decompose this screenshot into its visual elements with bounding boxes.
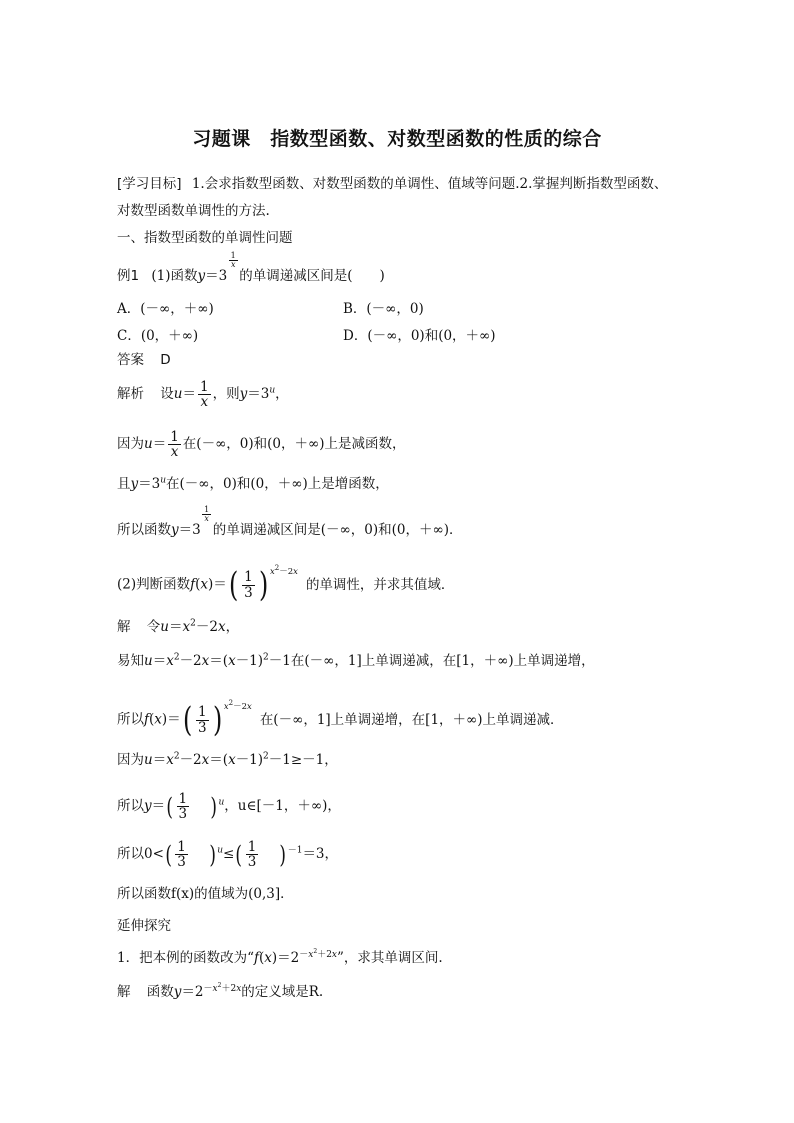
answer-line <box>117 352 171 368</box>
example1-part2-suffix: 的单调性，并求其值域． <box>305 576 455 593</box>
answer-value: D <box>160 352 171 368</box>
solution-l2-a: 易知 <box>117 653 144 669</box>
example1-part1-prefix: (1)函数 <box>151 268 198 284</box>
example1-label: 例1 <box>117 268 140 284</box>
analysis-line4: 所以函数y＝3 $\frac{1}{x}$ 的单调递减区间是(－∞，0)和(0，＋∞)． <box>117 505 463 538</box>
solution-line5: 所以y＝( $\frac{1}{3}$ )$^u$，u∈[－1，＋∞)， <box>117 791 341 823</box>
extension-question1: 1．把本例的函数改为“$f(x)=2^{-x^2+2x}$”，求其单调区间. <box>117 947 443 966</box>
objectives-label: [学习目标] <box>117 176 182 192</box>
extension-q1-prefix: 1．把本例的函数改为“ <box>117 950 254 966</box>
analysis-l2-b: 在(－∞，0)和(0，＋∞)上是减函数， <box>182 436 406 453</box>
solution-line1: 解 令$u=x^2-2x$， <box>117 618 240 635</box>
solution-l3-a: 所以 <box>117 711 144 728</box>
analysis-label: 解析 <box>117 386 144 403</box>
solution-l7: 所以函数f(x)的值域为(0,3]． <box>117 886 294 902</box>
analysis-l2-a: 因为 <box>117 436 144 453</box>
solution-line3: 所以f(x)＝( $\frac{1}{3}$ ) $x^2-2x$ 在(－∞，1]上单调递增，在[1，＋∞)上单调递减． <box>117 698 564 740</box>
solution-line7 <box>117 886 294 902</box>
analysis-line3: 且$y=3^u$在(－∞，0)和(0，＋∞)上是增函数， <box>117 475 389 492</box>
section-heading-1: 一、指数型函数的单调性问题 <box>117 230 293 246</box>
solution-l5-a: 所以 <box>117 798 144 815</box>
solution-l6-a: 所以0< <box>117 846 164 863</box>
extension-solution: 解 函数$y=2^{-x^2+2x}$的定义域是R. <box>117 981 324 1000</box>
solution-l6-b: ≤ <box>223 846 235 863</box>
analysis-l4-b: 的单调递减区间是(－∞，0)和(0，＋∞)． <box>212 522 463 538</box>
example1-part2-prefix: (2)判断函数 <box>117 576 191 593</box>
solution-line2: 易知$u=x^2-2x=(x-1)^2-1$在(－∞，1]上单调递减，在[1，＋∞)上单调递增， <box>117 652 595 669</box>
page-title: 习题课 指数型函数、对数型函数的性质的综合 <box>192 128 602 150</box>
objectives-text-2: 对数型函数单调性的方法. <box>117 203 270 219</box>
option-a: A．(－∞，＋∞) <box>117 301 214 317</box>
analysis-line2: 因为u＝ $\frac{1}{x}$ 在(－∞，0)和(0，＋∞)上是减函数， <box>117 429 406 461</box>
solution-line4: 因为$u=x^2-2x=(x-1)^2-1\ge-1$， <box>117 751 338 768</box>
solution-l3-b: 在(－∞，1]上单调递增，在[1，＋∞)上单调递减． <box>259 711 564 728</box>
option-d: D．(－∞，0)和(0，＋∞) <box>343 328 496 344</box>
answer-label: 答案 <box>117 352 144 368</box>
example1-part2: (2)判断函数f(x)＝( $\frac{1}{3}$ ) $x^2-2x$ 的单调性，并求其值域． <box>117 563 455 605</box>
solution-label: 解 <box>117 619 131 635</box>
example1-part1: 例1 (1)函数y＝3 $\frac{1}{x}$ 的单调递减区间是( ) <box>117 251 385 284</box>
solution-l6-c: ＝3， <box>302 846 339 863</box>
solution-l1: 令 <box>146 619 161 635</box>
analysis-line1: 解析 设u＝ $\frac{1}{x}$ ，则$y=3^u$， <box>117 379 289 411</box>
formula-y: y <box>197 268 206 284</box>
extension-heading: 延伸探究 <box>117 918 171 934</box>
extension-sol-prefix: 函数 <box>146 984 174 1000</box>
extension-q1-suffix: ”，求其单调区间. <box>337 950 443 966</box>
solution-l5-b: ，u∈[－1，＋∞)， <box>224 798 341 815</box>
analysis-l1-b: ，则 <box>212 386 240 403</box>
solution-l2-b: 在(－∞，1]上单调递减，在[1，＋∞)上单调递增， <box>290 653 595 669</box>
objectives-text-1: 1.会求指数型函数、对数型函数的单调性、值域等问题.2.掌握判断指数型函数、 <box>191 176 668 192</box>
analysis-l1-a: 设 <box>160 386 174 403</box>
learning-objectives-line1 <box>117 176 667 192</box>
analysis-l3-b: 在(－∞，0)和(0，＋∞)上是增函数， <box>166 476 389 492</box>
analysis-l3-a: 且 <box>117 476 131 492</box>
example1-part1-suffix: 的单调递减区间是( ) <box>239 268 385 284</box>
option-b: B．(－∞，0) <box>343 301 424 317</box>
extension-sol-suffix: 的定义域是R. <box>241 984 324 1000</box>
solution-line6: 所以0<( $\frac{1}{3}$ )$^u$≤( $\frac{1}{3}$ )$^{-1}$＝3， <box>117 839 339 871</box>
solution-l4-a: 因为 <box>117 752 144 768</box>
extension-sol-label: 解 <box>117 984 131 1000</box>
analysis-l4-a: 所以函数 <box>117 522 171 538</box>
option-c: C．(0，＋∞) <box>117 328 199 344</box>
formula-3-pow-1-over-x: 3 $\frac{1}{x}$ <box>218 251 236 284</box>
solution-l4-b: ≥－1， <box>290 752 338 768</box>
